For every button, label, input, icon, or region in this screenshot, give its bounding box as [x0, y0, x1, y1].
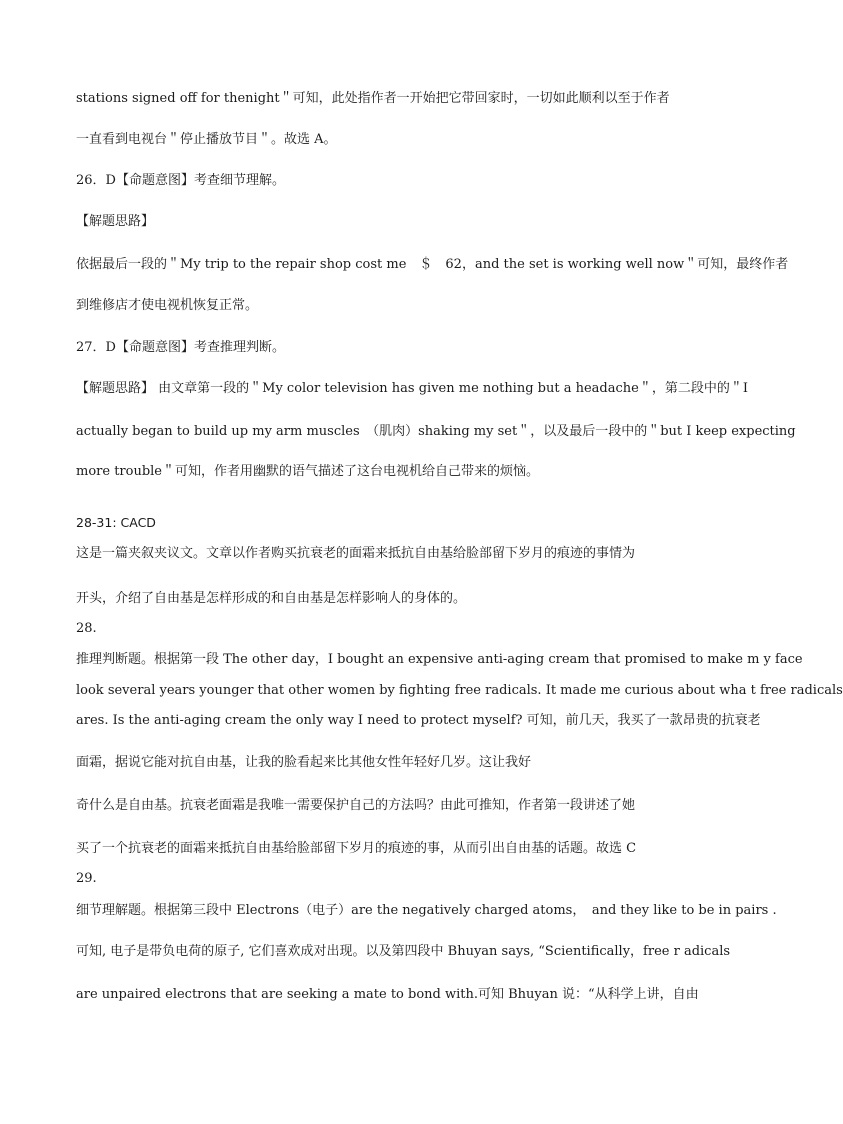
text-line: 奇什么是自由基。抗衰老面霜是我唯一需要保护自己的方法吗？由此可推知，作者第一段讲述了她 — [76, 798, 636, 813]
text-line: 到维修店才使电视机恢复正常。 — [76, 298, 259, 313]
text-line: look several years younger that other women by fighting free radicals. It made me curious about wha t free radicals — [76, 683, 843, 698]
answer-key-line: 28-31: CACD — [76, 515, 156, 530]
text-line: 开头，介绍了自由基是怎样形成的和自由基是怎样影响人的身体的。 — [76, 591, 467, 606]
question-number: 28. — [76, 621, 97, 636]
text-line: 27．D【命题意图】考查推理判断。 — [76, 340, 285, 355]
question-number: 29. — [76, 871, 97, 886]
text-line: 依据最后一段的＂My trip to the repair shop cost me ＄ 62，and the set is working well now＂可知，最终作者 — [76, 257, 789, 272]
text-line: 这是一篇夹叙夹议文。文章以作者购买抗衰老的面霜来抵抗自由基给脸部留下岁月的痕迹的事情为 — [76, 546, 636, 561]
text-line: 细节理解题。根据第三段中 Electrons（电子）are the negatively charged atoms， and they like to be in pairs . — [76, 903, 777, 918]
text-line: actually began to build up my arm muscles （肌肉）shaking my set＂，以及最后一段中的＂but I keep expecting — [76, 424, 796, 439]
text-line: 推理判断题。根据第一段 The other day，I bought an expensive anti-aging cream that promised to make m y face — [76, 652, 803, 667]
text-line: 26．D【命题意图】考查细节理解。 — [76, 173, 285, 188]
text-line: 买了一个抗衰老的面霜来抵抗自由基给脸部留下岁月的痕迹的事，从而引出自由基的话题。故选 C — [76, 841, 637, 856]
text-line: stations signed off for thenight＂可知，此处指作者一开始把它带回家时，一切如此顺利以至于作者 — [76, 91, 670, 106]
text-line: are unpaired electrons that are seeking a mate to bond with.可知 Bhuyan 说：“从科学上讲，自由 — [76, 987, 699, 1002]
text-line: 可知, 电子是带负电荷的原子, 它们喜欢成对出现。以及第四段中 Bhuyan says, “Scientifically，free r adicals — [76, 944, 731, 959]
text-line: 【解题思路】 — [76, 214, 155, 229]
text-line: 【解题思路】 由文章第一段的＂My color television has given me nothing but a headache＂，第二段中的＂I — [76, 381, 748, 396]
text-line: ares. Is the anti-aging cream the only way I need to protect myself? 可知，前几天，我买了一款昂贵的抗衰老 — [76, 713, 761, 728]
text-line: more trouble＂可知，作者用幽默的语气描述了这台电视机给自己带来的烦恼。 — [76, 464, 540, 479]
text-line: 一直看到电视台＂停止播放节目＂。故选 A。 — [76, 132, 337, 147]
text-line: 面霜，据说它能对抗自由基，让我的脸看起来比其他女性年轻好几岁。这让我好 — [76, 755, 532, 770]
